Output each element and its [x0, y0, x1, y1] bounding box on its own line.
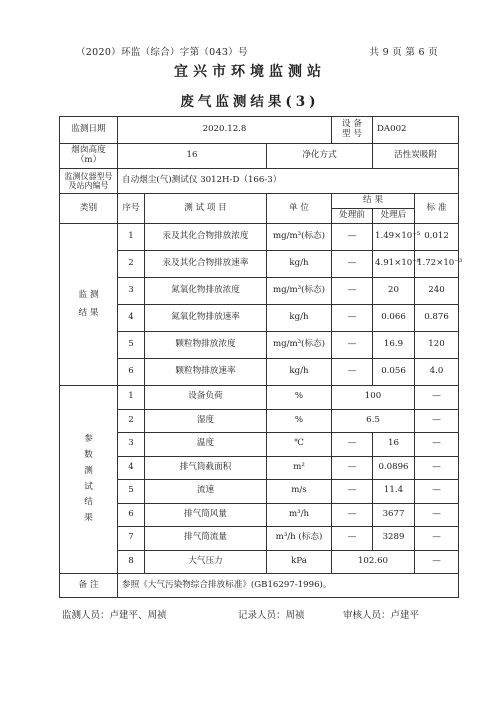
reviewer-staff: 审核人员：卢建平 [343, 610, 420, 621]
item-cell: 设备负荷 [145, 386, 267, 410]
category-label-char: 结 [84, 497, 93, 508]
unit-cell: ℃ [267, 433, 332, 457]
seq-cell: 1 [118, 224, 145, 251]
parameter-result-row [60, 433, 459, 457]
unit-cell: kg/h [267, 359, 332, 386]
date-label: 监测日期 [60, 117, 118, 144]
category-label-char: 数 [84, 449, 93, 460]
unit-cell: m² [267, 456, 332, 480]
recorder-staff: 记录人员：周祯 [238, 610, 305, 621]
standard-cell: — [415, 433, 459, 457]
seq-cell: 4 [118, 305, 145, 332]
seq-cell: 7 [118, 527, 145, 551]
unit-cell: mg/m³(标态) [267, 332, 332, 359]
unit-cell: % [267, 409, 332, 433]
standard-cell: — [415, 480, 459, 504]
standard-cell: — [415, 386, 459, 410]
purification-label: 净化方式 [267, 144, 373, 169]
monitoring-result-row [60, 251, 459, 278]
item-cell: 汞及其化合物排放浓度 [145, 224, 267, 251]
monitoring-result-row [60, 359, 459, 386]
category-label-char: 结 果 [78, 307, 99, 318]
seq-cell: 6 [118, 503, 145, 527]
stack-height-value: 16 [118, 144, 267, 169]
item-cell: 流速 [145, 480, 267, 504]
after-cell: 11.4 [373, 480, 415, 504]
purification-value: 活性炭吸附 [373, 144, 459, 169]
category-parameter-results [60, 386, 118, 574]
parameter-result-row [60, 456, 459, 480]
unit-cell: mg/m³(标态) [267, 224, 332, 251]
item-cell: 排气筒风量 [145, 503, 267, 527]
parameter-result-row [60, 409, 459, 433]
standard-cell: — [415, 503, 459, 527]
unit-cell: m³/h (标态) [267, 527, 332, 551]
stack-height-label: 烟囱高度（m） [60, 144, 118, 169]
item-cell: 氮氧化物排放浓度 [145, 278, 267, 305]
seq-cell: 2 [118, 409, 145, 433]
before-cell: — [332, 456, 373, 480]
seq-cell: 3 [118, 278, 145, 305]
category-label-char: 参 [84, 433, 93, 444]
after-cell: 3677 [373, 503, 415, 527]
col-before: 处理前 [332, 209, 373, 224]
document-number: （2020）环监（综合）字第（043）号 [76, 47, 248, 58]
report-title: 废气监测结果(3) [180, 94, 320, 110]
item-cell: 颗粒物排放速率 [145, 359, 267, 386]
before-cell: — [332, 480, 373, 504]
monitoring-result-row [60, 224, 459, 251]
col-category: 类别 [60, 194, 118, 224]
standard-cell: 240 [415, 278, 459, 305]
item-cell: 排气筒截面积 [145, 456, 267, 480]
col-result: 结 果 [332, 194, 415, 209]
station-title: 宜兴市环境监测站 [174, 64, 326, 80]
seq-cell: 6 [118, 359, 145, 386]
parameter-result-row [60, 480, 459, 504]
after-cell: 1.49×10⁻⁵ [373, 224, 415, 251]
category-label-char: 监 测 [78, 289, 99, 300]
monitoring-result-row [60, 305, 459, 332]
unit-cell: kPa [267, 550, 332, 574]
standard-cell: — [415, 409, 459, 433]
seq-cell: 4 [118, 456, 145, 480]
item-cell: 颗粒物排放浓度 [145, 332, 267, 359]
item-cell: 大气压力 [145, 550, 267, 574]
before-cell: — [332, 359, 373, 386]
merged-result-cell: 6.5 [332, 409, 415, 433]
after-cell: 0.056 [373, 359, 415, 386]
unit-cell: mg/m³(标态) [267, 278, 332, 305]
before-cell: — [332, 332, 373, 359]
exhaust-gas-results-table [59, 116, 463, 598]
seq-cell: 3 [118, 433, 145, 457]
device-model-label: 设 备 型 号 [332, 117, 373, 144]
category-label-char: 测 [84, 465, 93, 476]
before-cell: — [332, 278, 373, 305]
merged-result-cell: 102.60 [332, 550, 415, 574]
standard-cell: 4.0 [415, 359, 459, 386]
category-label-char: 果 [84, 513, 93, 524]
unit-cell: kg/h [267, 251, 332, 278]
after-cell: 16.9 [373, 332, 415, 359]
after-cell: 0.0896 [373, 456, 415, 480]
parameter-result-row [60, 386, 459, 410]
unit-cell: m/s [267, 480, 332, 504]
standard-cell: — [415, 527, 459, 551]
standard-cell: — [415, 456, 459, 480]
before-cell: — [332, 527, 373, 551]
col-after: 处理后 [373, 209, 415, 224]
after-cell: 3289 [373, 527, 415, 551]
col-item: 测 试 项 目 [145, 194, 267, 224]
parameter-result-row [60, 503, 459, 527]
stack-height-row [60, 144, 459, 169]
page-info: 共 9 页 第 6 页 [369, 47, 438, 58]
before-cell: — [332, 305, 373, 332]
standard-cell: 120 [415, 332, 459, 359]
before-cell: — [332, 224, 373, 251]
before-cell: — [332, 251, 373, 278]
remark-text: 参照《大气污染物综合排放标准》(GB16297-1996)。 [118, 574, 459, 598]
category-label-char: 试 [84, 481, 93, 492]
before-cell: — [332, 503, 373, 527]
after-cell: 0.066 [373, 305, 415, 332]
after-cell: 4.91×10⁻⁸ [373, 251, 415, 278]
monitoring-result-row [60, 278, 459, 305]
column-header-row [60, 194, 459, 209]
parameter-result-row [60, 550, 459, 574]
merged-result-cell: 100 [332, 386, 415, 410]
seq-cell: 5 [118, 480, 145, 504]
after-cell: 20 [373, 278, 415, 305]
seq-cell: 8 [118, 550, 145, 574]
remark-label: 备 注 [60, 574, 118, 598]
standard-cell: 1.72×10⁻³ [415, 251, 459, 278]
col-unit: 单 位 [267, 194, 332, 224]
instrument-value: 自动烟尘(气)测试仪 3012H-D（166-3） [118, 169, 459, 194]
seq-cell: 5 [118, 332, 145, 359]
item-cell: 氮氧化物排放速率 [145, 305, 267, 332]
seq-cell: 1 [118, 386, 145, 410]
after-cell: 16 [373, 433, 415, 457]
parameter-result-row [60, 527, 459, 551]
standard-cell: 0.012 [415, 224, 459, 251]
monitor-staff: 监测人员：卢建平、周祯 [62, 610, 167, 621]
item-cell: 汞及其化合物排放速率 [145, 251, 267, 278]
seq-cell: 2 [118, 251, 145, 278]
unit-cell: % [267, 386, 332, 410]
instrument-row [60, 169, 459, 194]
unit-cell: kg/h [267, 305, 332, 332]
monitoring-result-row [60, 332, 459, 359]
remark-row [60, 574, 459, 598]
date-row [60, 117, 459, 144]
standard-cell: 0.876 [415, 305, 459, 332]
before-cell: — [332, 433, 373, 457]
item-cell: 排气筒流量 [145, 527, 267, 551]
item-cell: 湿度 [145, 409, 267, 433]
date-value: 2020.12.8 [118, 117, 332, 144]
col-seq: 序号 [118, 194, 145, 224]
device-model-value: DA002 [373, 117, 459, 144]
unit-cell: m³/h [267, 503, 332, 527]
standard-cell: — [415, 550, 459, 574]
col-standard: 标 准 [415, 194, 459, 224]
instrument-label: 监测仪器型号 及站内编号 [60, 169, 118, 194]
category-monitoring-results [60, 224, 118, 386]
item-cell: 温度 [145, 433, 267, 457]
